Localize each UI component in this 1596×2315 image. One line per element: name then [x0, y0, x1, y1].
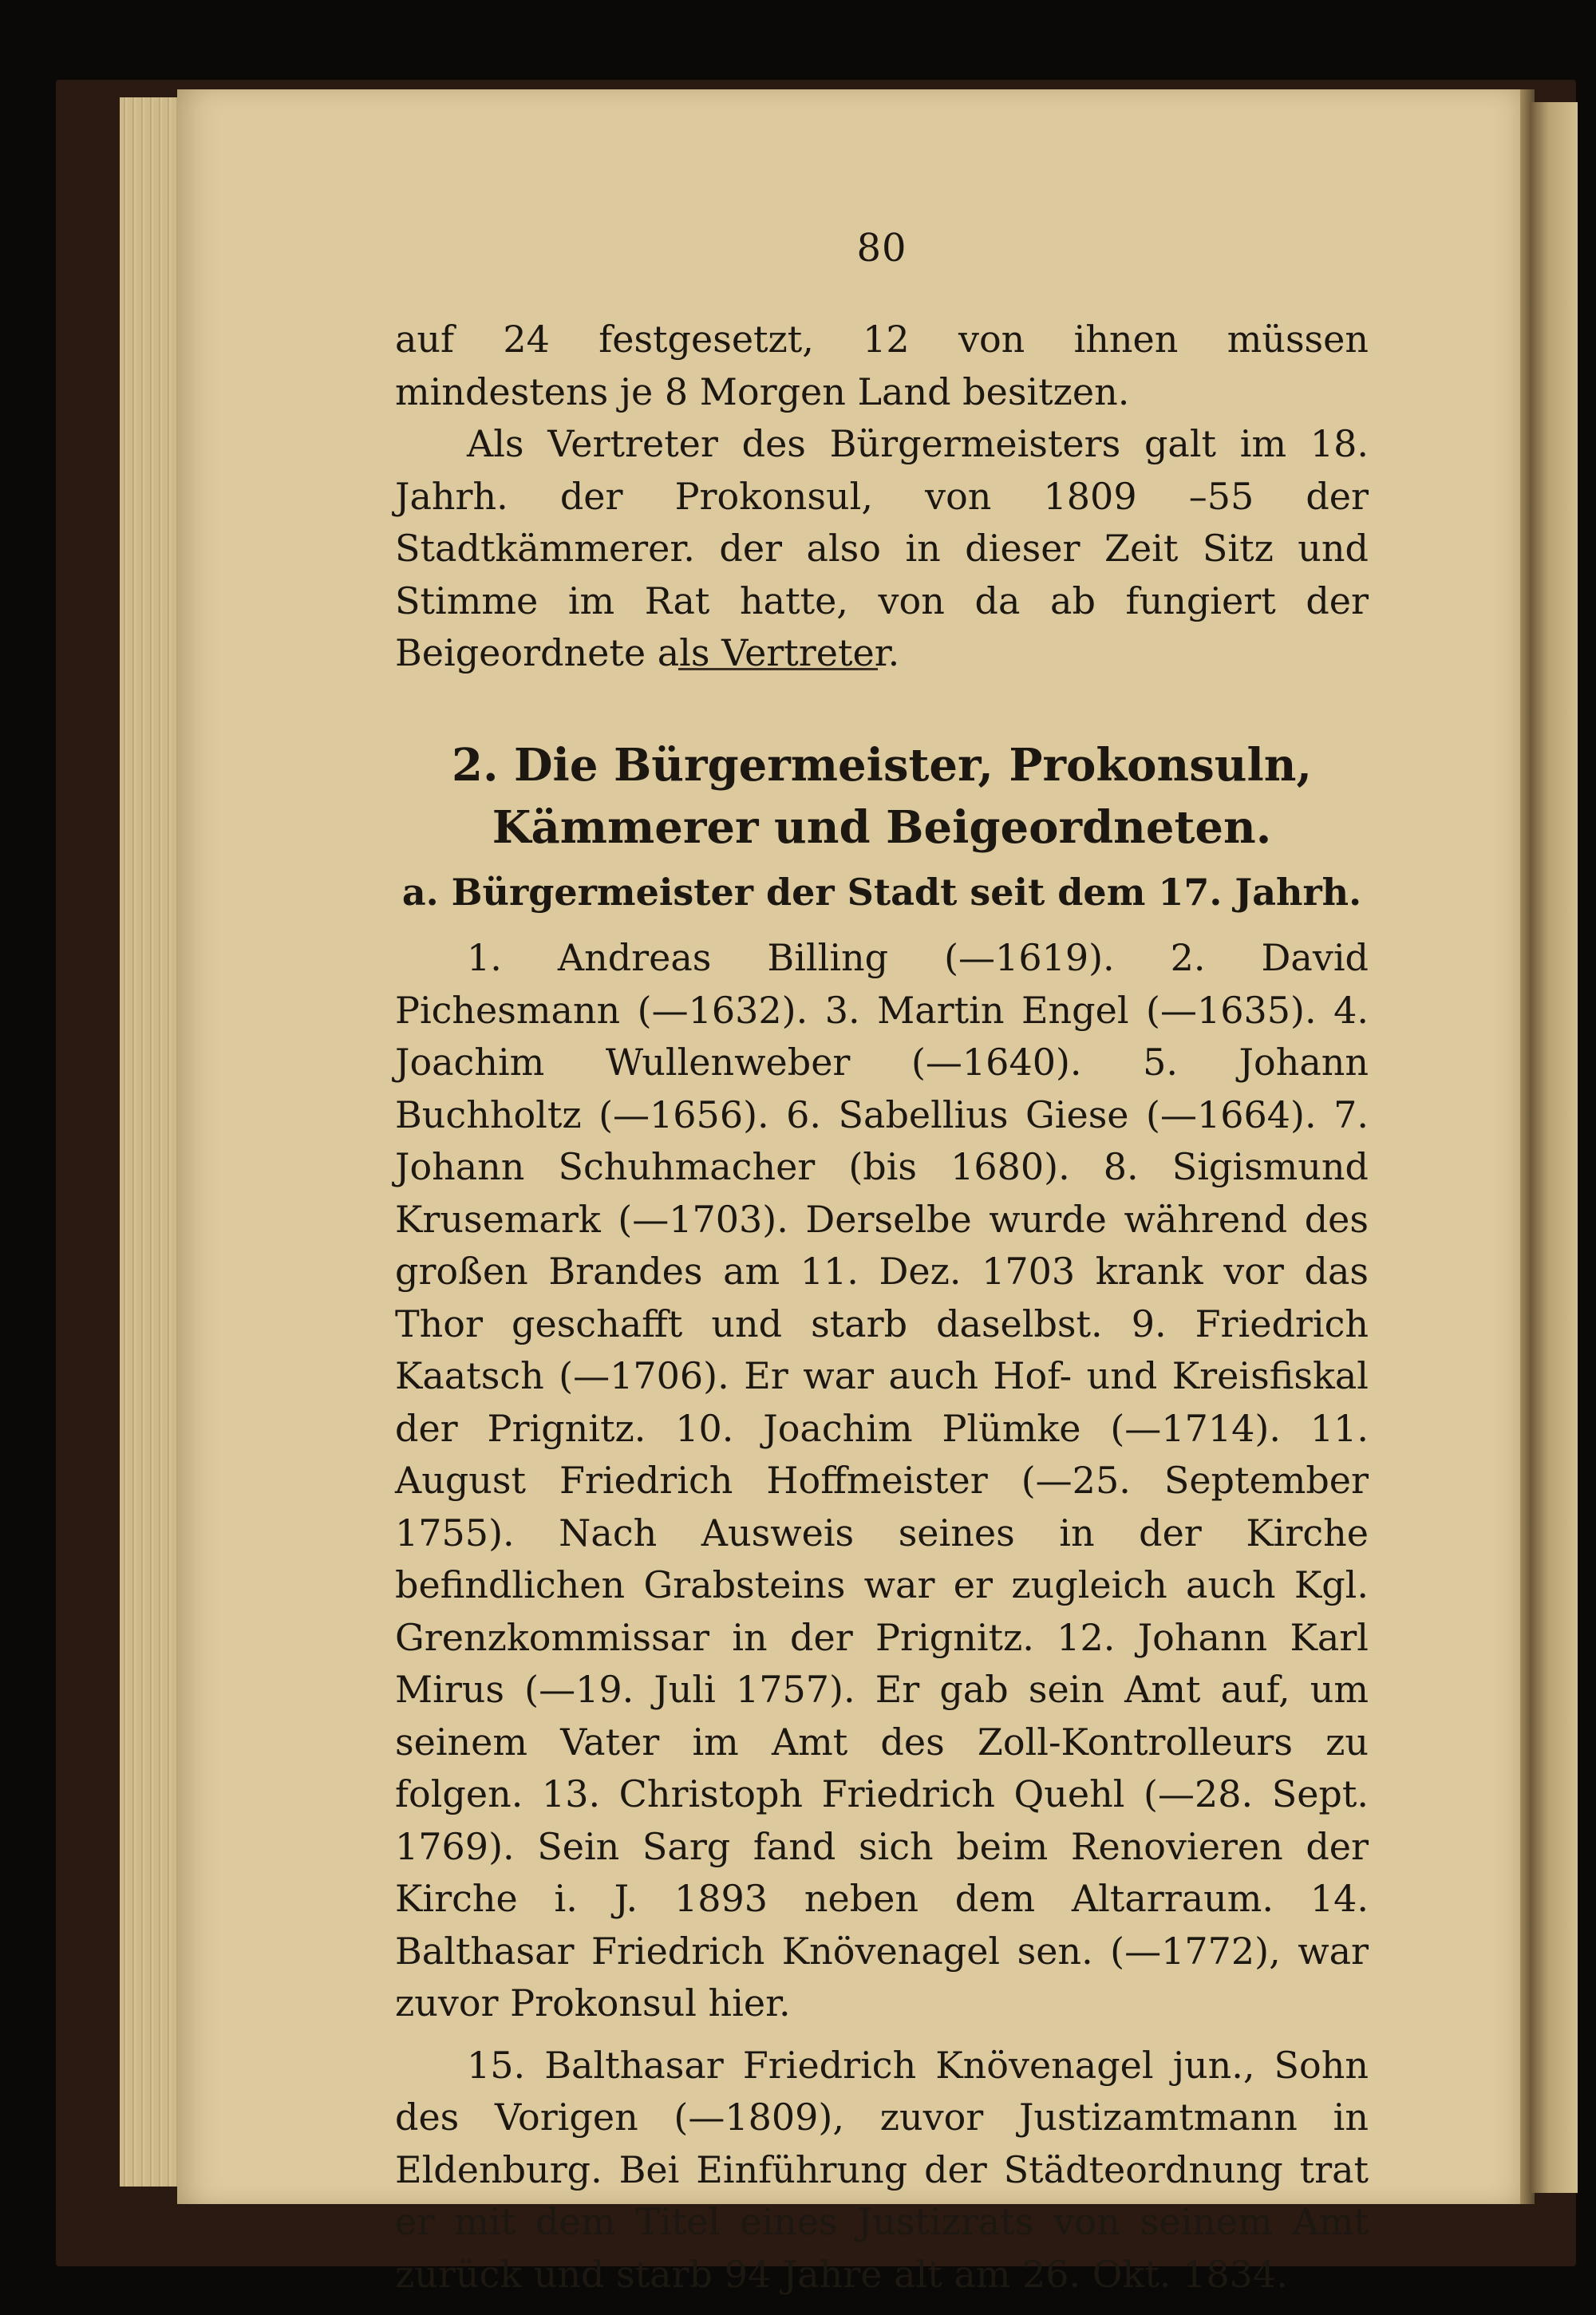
subsection-heading: a. Bürgermeister der Stadt seit dem 17. Jahrh.	[401, 871, 1362, 914]
section-heading: 2. Die Bürgermeister, Prokonsuln, Kämmerer und Beigeordneten.	[452, 739, 1312, 854]
text-block-bottom	[395, 932, 1369, 2301]
page-number: 80	[856, 226, 907, 271]
paragraph: 15. Balthasar Friedrich Knövenagel jun., Sohn des Vorigen (—1809), zuvor Justizamtmann in Eldenburg. Bei Einführung der Städteordnung trat er mit dem Titel eines Justizrats von seinem Amt zurück und starb 94 Jahre alt am 26. Okt. 1834.	[395, 2043, 1369, 2296]
facing-page-edge	[1530, 102, 1578, 2193]
paragraph: Als Vertreter des Bürgermeisters galt im 18. Jahrh. der Prokonsul, von 1809 –55 der Stadtkämmerer. der also in dieser Zeit Sitz und Stimme im Rat hatte, von da ab fungiert der Beigeordnete als Vertreter.	[395, 422, 1369, 674]
paragraph: auf 24 festgesetzt, 12 von ihnen müssen mindestens je 8 Morgen Land besitzen.	[395, 318, 1369, 413]
section-divider	[678, 668, 878, 670]
text-block-top	[395, 314, 1369, 680]
paragraph: 1. Andreas Billing (—1619). 2. David Pichesmann (—1632). 3. Martin Engel (—1635). 4. Joachim Wullenweber (—1640). 5. Johann Buchholtz (—1656). 6. Sabellius Giese (—1664). 7. Johann Schuhmacher (bis 1680). 8. Sigismund Krusemark (—1703). Derselbe wurde während des großen Brandes am 11. Dez. 1703 krank vor das Thor geschafft und starb daselbst. 9. Friedrich Kaatsch (—1706). Er war auch Hof- und Kreisfiskal der Prignitz. 10. Joachim Plümke (—1714). 11. August Friedrich Hoffmeister (—25. September 1755). Nach Ausweis seines in der Kirche befindlichen Grabsteins war er zugleich auch Kgl. Grenzkommissar in der Prignitz. 12. Johann Karl Mirus (—19. Juli 1757). Er gab sein Amt auf, um seinem Vater im Amt des Zoll-Kontrolleurs zu folgen. 13. Christoph Friedrich Quehl (—28. Sept. 1769). Sein Sarg fand sich beim Renovieren der Kirche i. J. 1893 neben dem Altarraum. 14. Balthasar Friedrich Knövenagel sen. (—1772), war zuvor Prokonsul hier.	[395, 936, 1369, 2025]
